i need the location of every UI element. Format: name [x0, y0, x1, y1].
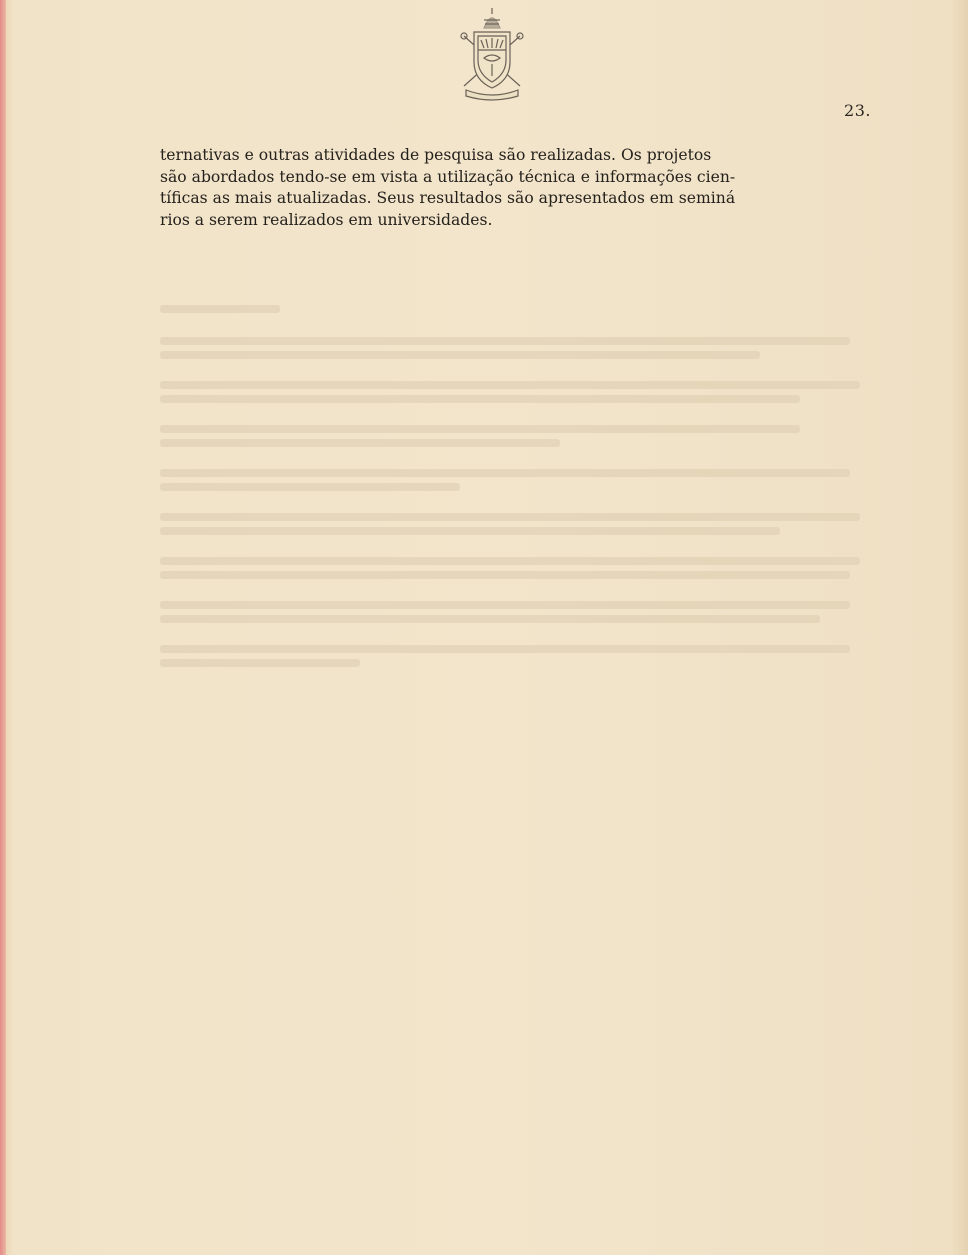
paragraph-line: ternativas e outras atividades de pesquisa são realizadas. Os projetos [160, 146, 712, 164]
university-coat-of-arms-icon [454, 6, 530, 102]
paragraph-line: tíficas as mais atualizadas. Seus resultados são apresentados em seminá [160, 189, 736, 207]
paragraph-line: são abordados tendo-se em vista a utilização técnica e informações cien- [160, 167, 736, 186]
page-number: 23. [844, 101, 871, 120]
body-paragraph [160, 145, 870, 231]
paragraph-line: rios a serem realizados em universidades. [160, 210, 493, 229]
page-left-edge [0, 0, 6, 1255]
